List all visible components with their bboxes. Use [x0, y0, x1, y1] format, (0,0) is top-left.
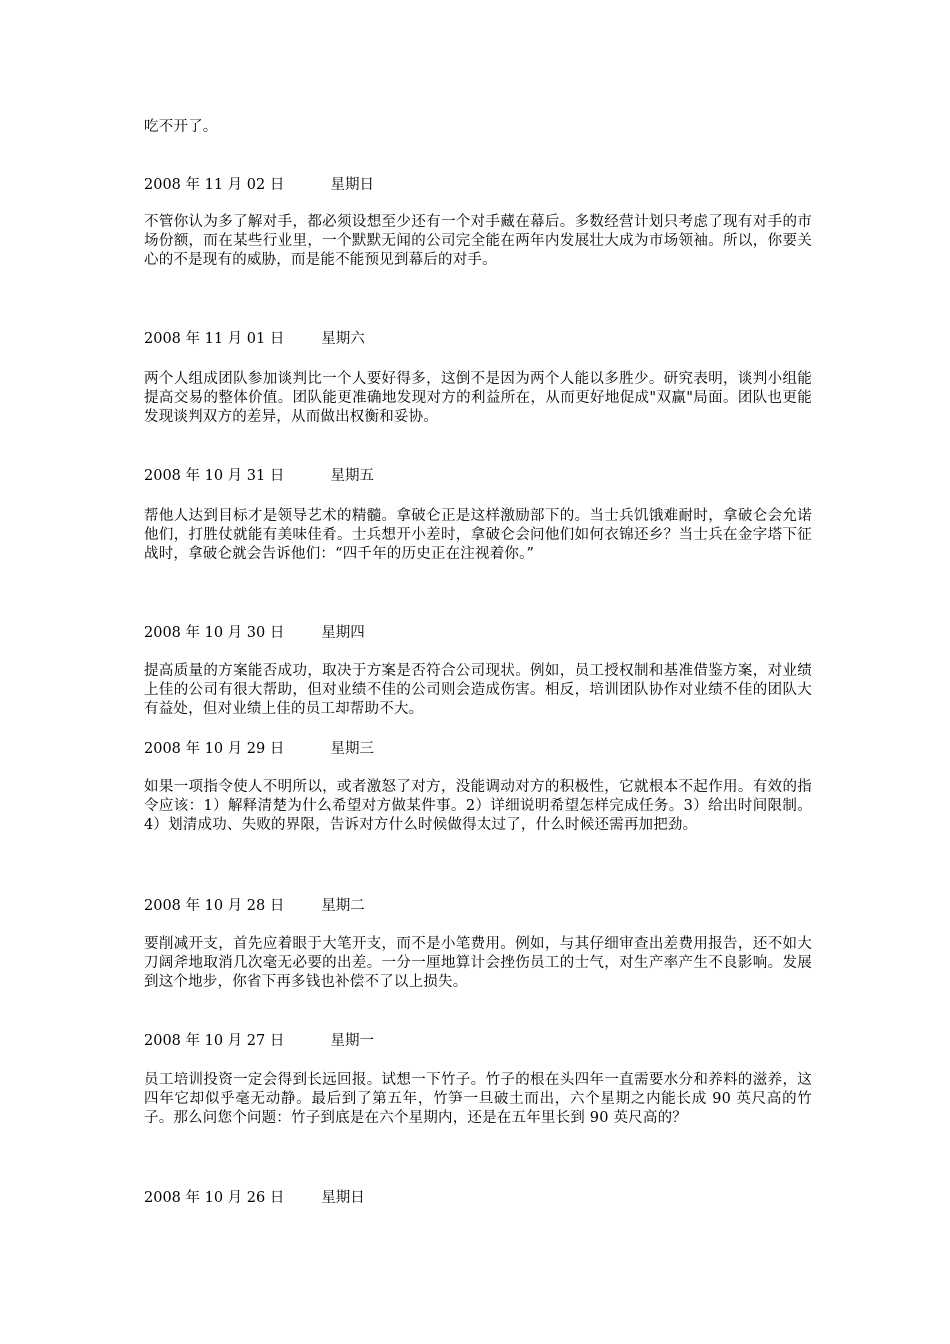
paragraph-continuation: 吃不开了。 [144, 119, 218, 135]
entry-gap [284, 1033, 330, 1049]
entry-date-heading [144, 1032, 812, 1051]
entry-date-heading [144, 467, 812, 486]
entry-date-heading [144, 1189, 812, 1208]
entry-weekday: 星期六 [321, 331, 365, 347]
entry-paragraph: 不管你认为多了解对手，都必须设想至少还有一个对手藏在幕后。多数经营计划只考虑了现有对手的市场份额，而在某些行业里，一个默默无闻的公司完全能在两年内发展壮大成为市场领袖。所以，你要关心的不是现有的威胁，而是能不能预见到幕后的对手。 [144, 214, 812, 268]
entry-paragraph: 要削减开支，首先应着眼于大笔开支，而不是小笔费用。例如，与其仔细审查出差费用报告，还不如大刀阔斧地取消几次毫无必要的出差。一分一厘地算计会挫伤员工的士气，对生产率产生不良影响。发展到这个地步，你省下再多钱也补偿不了以上损失。 [144, 936, 812, 990]
entry-gap [284, 741, 330, 757]
entry-date: 2008 年 10 月 31 日 [144, 468, 285, 484]
entry-date-heading [144, 330, 812, 349]
entry-paragraph: 如果一项指令使人不明所以，或者激怒了对方，没能调动对方的积极性，它就根本不起作用。有效的指令应该：1）解释清楚为什么希望对方做某件事。2）详细说明希望怎样完成任务。3）给出时间限制。4）划清成功、失败的界限，告诉对方什么时候做得太过了，什么时候还需再加把劲。 [144, 779, 812, 833]
entry-gap [284, 625, 321, 641]
entry-date: 2008 年 11 月 01 日 [144, 331, 285, 347]
entry-gap [284, 1190, 321, 1206]
entry-weekday: 星期二 [321, 898, 365, 914]
entry-date: 2008 年 10 月 27 日 [144, 1033, 285, 1049]
entry-weekday: 星期日 [321, 1190, 365, 1206]
entry-weekday: 星期四 [321, 625, 365, 641]
entry-paragraph: 两个人组成团队参加谈判比一个人要好得多，这倒不是因为两个人能以多胜少。研究表明，谈判小组能提高交易的整体价值。团队能更准确地发现对方的利益所在，从而更好地促成"双赢"局面。团队也更能发现谈判双方的差异，从而做出权衡和妥协。 [144, 371, 812, 425]
entry-date: 2008 年 11 月 02 日 [144, 177, 285, 193]
entry-weekday: 星期五 [330, 468, 374, 484]
entry-date-heading [144, 176, 812, 195]
entry-paragraph: 帮他人达到目标才是领导艺术的精髓。拿破仑正是这样激励部下的。当士兵饥饿难耐时，拿破仑会允诺他们，打胜仗就能有美味佳肴。士兵想开小差时，拿破仑会问他们如何衣锦还乡？当士兵在金字塔下征战时，拿破仑就会告诉他们：“四千年的历史正在注视着你。” [144, 508, 812, 562]
entry-weekday: 星期三 [330, 741, 374, 757]
entry-paragraph: 提高质量的方案能否成功，取决于方案是否符合公司现状。例如，员工授权制和基准借鉴方案，对业绩上佳的公司有很大帮助，但对业绩不佳的公司则会造成伤害。相反，培训团队协作对业绩不佳的团队大有益处，但对业绩上佳的员工却帮助不大。 [144, 663, 812, 717]
entry-gap [284, 177, 330, 193]
entry-date: 2008 年 10 月 30 日 [144, 625, 285, 641]
entry-weekday: 星期一 [330, 1033, 374, 1049]
entry-date: 2008 年 10 月 29 日 [144, 741, 285, 757]
entry-date: 2008 年 10 月 26 日 [144, 1190, 285, 1206]
entry-gap [284, 898, 321, 914]
entry-date: 2008 年 10 月 28 日 [144, 898, 285, 914]
entry-date-heading [144, 740, 812, 759]
entry-gap [284, 468, 330, 484]
entry-paragraph: 员工培训投资一定会得到长远回报。试想一下竹子。竹子的根在头四年一直需要水分和养料的滋养，这四年它却似乎毫无动静。最后到了第五年，竹笋一旦破土而出，六个星期之内能长成 90 英尺高的竹子。那么问您个问题：竹子到底是在六个星期内，还是在五年里长到 90 英尺高的？ [144, 1072, 812, 1126]
entry-gap [284, 331, 321, 347]
entry-date-heading [144, 624, 812, 643]
entry-weekday: 星期日 [330, 177, 374, 193]
entry-date-heading [144, 897, 812, 916]
